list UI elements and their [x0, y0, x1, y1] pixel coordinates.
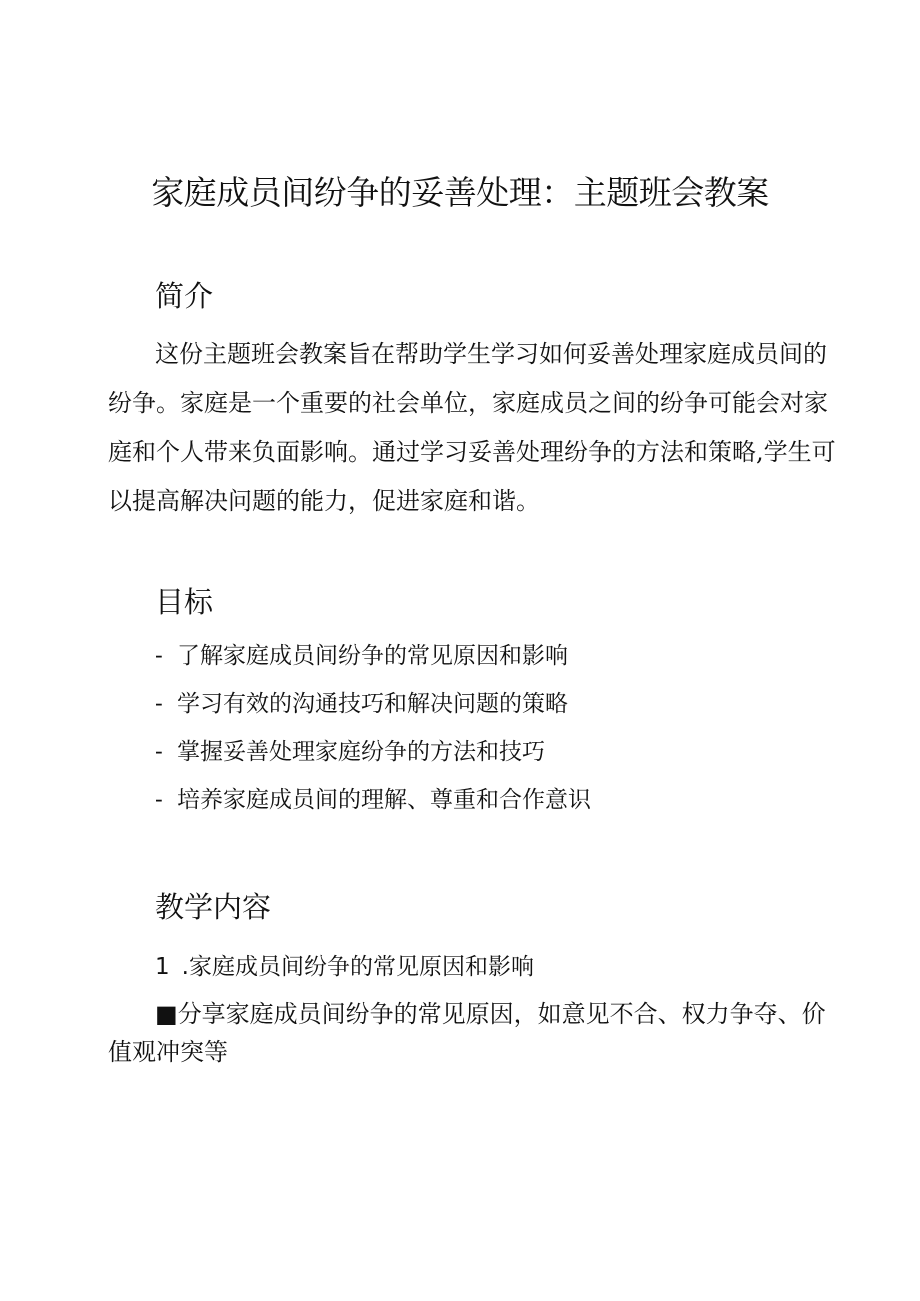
goal-item	[155, 776, 591, 824]
dash-marker: -	[155, 787, 163, 813]
goals-heading: 目标	[155, 585, 214, 619]
goal-text: 学习有效的沟通技巧和解决问题的策略	[177, 691, 568, 717]
goal-item	[155, 728, 591, 776]
bullet-text: 分享家庭成员间纷争的常见原因，如意见不合、权力争夺、价	[177, 1000, 826, 1028]
content-heading: 教学内容	[155, 890, 272, 924]
intro-line: 庭和个人带来负面影响。通过学习妥善处理纷争的方法和策略,学生可	[108, 438, 836, 466]
goal-text: 培养家庭成员间的理解、尊重和合作意识	[177, 787, 591, 813]
goal-text: 了解家庭成员间纷争的常见原因和影响	[177, 643, 568, 669]
bullet-line: 值观冲突等	[108, 1038, 228, 1066]
intro-heading: 简介	[155, 279, 214, 313]
goal-item	[155, 632, 591, 680]
goal-text: 掌握妥善处理家庭纷争的方法和技巧	[177, 739, 545, 765]
bullet-line	[108, 995, 826, 1033]
intro-line: 纷争。家庭是一个重要的社会单位，家庭成员之间的纷争可能会对家	[108, 389, 828, 417]
dash-marker: -	[155, 691, 163, 717]
dash-marker: -	[155, 739, 163, 765]
square-bullet-icon: ■	[155, 1000, 178, 1028]
section-1-heading	[155, 950, 534, 984]
goals-list	[155, 632, 591, 824]
document-title: 家庭成员间纷争的妥善处理：主题班会教案	[151, 173, 769, 212]
section-title: .家庭成员间纷争的常见原因和影响	[181, 954, 534, 980]
intro-paragraph	[108, 330, 836, 526]
goal-item	[155, 680, 591, 728]
intro-line: 这份主题班会教案旨在帮助学生学习如何妥善处理家庭成员间的	[155, 340, 827, 368]
section-number: 1	[155, 954, 170, 980]
intro-line: 以提高解决问题的能力，促进家庭和谐。	[108, 487, 540, 515]
dash-marker: -	[155, 643, 163, 669]
section-1-bullet	[108, 995, 826, 1071]
